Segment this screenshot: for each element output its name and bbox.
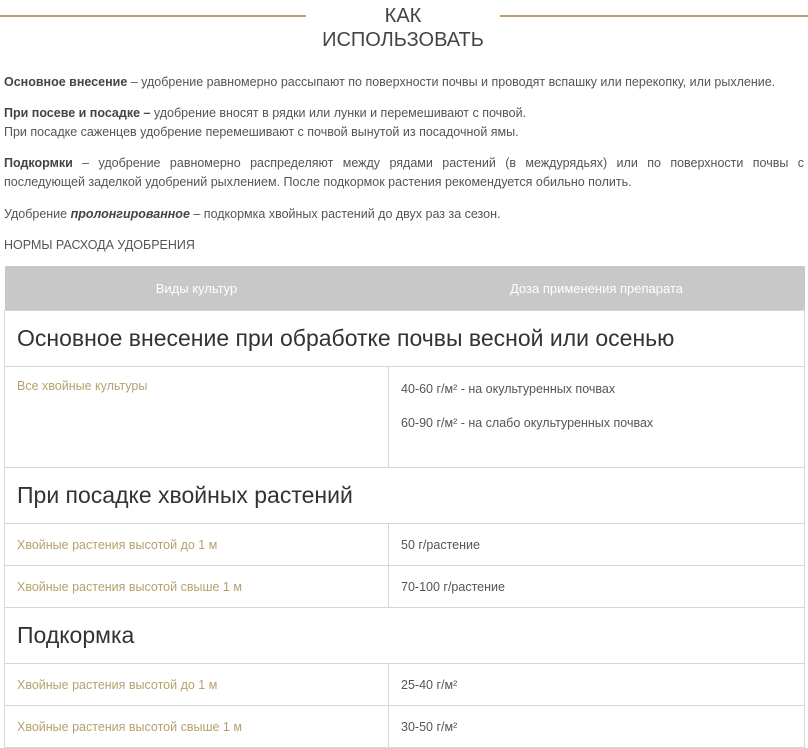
term-sowing: При посеве и посадке – <box>4 106 151 120</box>
paragraph-top-dressing <box>4 154 804 192</box>
section-title: Основное внесение при обработке почвы весной или осенью <box>5 311 805 367</box>
title-divider-left <box>0 15 306 17</box>
term-main-application: Основное внесение <box>4 75 128 89</box>
table-row <box>5 367 805 468</box>
dose-value: 40-60 г/м² - на окультуренных почвах <box>401 382 616 396</box>
section-row <box>5 311 805 367</box>
paragraph-sowing <box>4 104 804 142</box>
section-title: Подкормка <box>5 608 805 664</box>
column-header-dose: Доза применения препарата <box>389 266 805 311</box>
paragraph-text: – удобрение равномерно рассыпают по поверхности почвы и проводят вспашку или перекопку, или рыхление. <box>127 75 776 89</box>
table-row <box>5 706 805 748</box>
crop-cell: Хвойные растения высотой до 1 м <box>5 664 389 706</box>
term-top-dressing: Подкормки <box>4 156 73 170</box>
paragraph-text: удобрение вносят в рядки или лунки и перемешивают с почвой. <box>150 106 527 120</box>
column-header-crop: Виды культур <box>5 266 389 311</box>
table-row <box>5 566 805 608</box>
dose-cell <box>389 367 805 468</box>
crop-cell: Хвойные растения высотой свыше 1 м <box>5 706 389 748</box>
dose-cell: 25-40 г/м² <box>389 664 805 706</box>
dose-cell: 30-50 г/м² <box>389 706 805 748</box>
table-row <box>5 524 805 566</box>
title-divider-right <box>500 15 808 17</box>
section-header <box>0 4 808 51</box>
section-title: При посадке хвойных растений <box>5 468 805 524</box>
paragraph-text: – подкормка хвойных растений до двух раз за сезон. <box>189 207 501 221</box>
paragraph-main-application <box>4 73 804 92</box>
paragraph-text: Удобрение <box>4 207 71 221</box>
crop-cell: Все хвойные культуры <box>5 367 389 468</box>
table-row <box>5 664 805 706</box>
section-row <box>5 468 805 524</box>
crop-cell: Хвойные растения высотой свыше 1 м <box>5 566 389 608</box>
dose-cell: 50 г/растение <box>389 524 805 566</box>
paragraph-text: – удобрение равномерно распределяют между рядами растений (в междурядьях) или по поверхности почвы с последующей заделкой удобрений рыхлением. После подкормок растения рекомендуется обильно полить. <box>4 156 804 189</box>
paragraph-text: При посадке саженцев удобрение перемешивают с почвой вынутой из посадочной ямы. <box>4 125 519 139</box>
page-title: КАК ИСПОЛЬЗОВАТЬ <box>322 5 484 51</box>
paragraph-prolonged <box>4 205 804 224</box>
table-caption: НОРМЫ РАСХОДА УДОБРЕНИЯ <box>4 238 195 252</box>
crop-cell: Хвойные растения высотой до 1 м <box>5 524 389 566</box>
table-header-row <box>5 266 805 311</box>
dose-value: 60-90 г/м² - на слабо окультуренных почвах <box>401 416 654 430</box>
term-prolonged: пролонгированное <box>70 207 190 221</box>
section-row <box>5 608 805 664</box>
dosage-table <box>4 266 805 748</box>
dose-cell: 70-100 г/растение <box>389 566 805 608</box>
